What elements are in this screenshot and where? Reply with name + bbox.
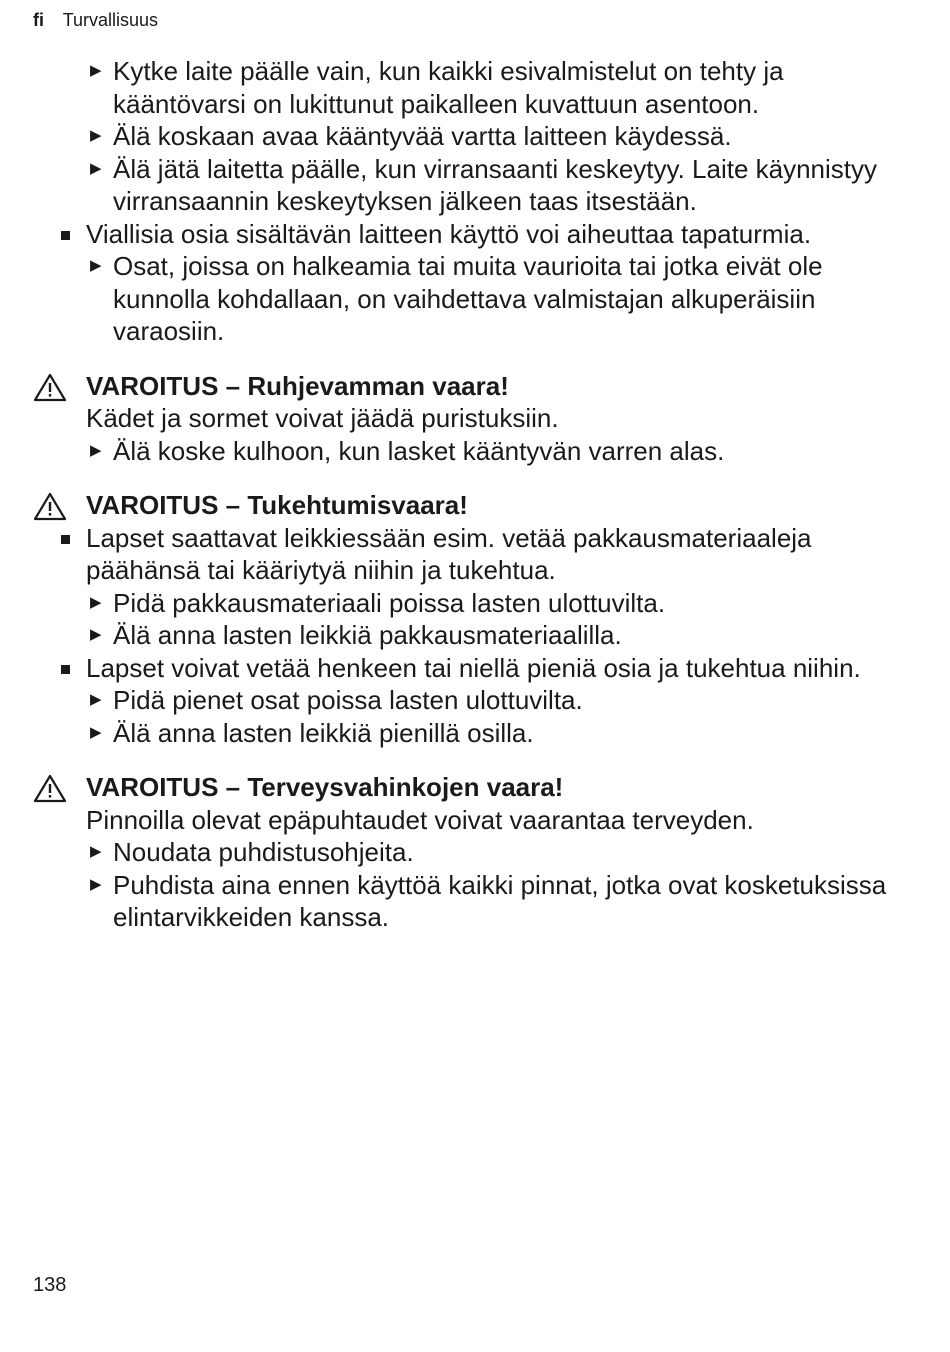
language-code: fi <box>33 10 44 30</box>
triangle-right-icon: ▶ <box>90 441 102 459</box>
section-title: Turvallisuus <box>62 10 159 30</box>
page-number: 138 <box>33 1274 67 1296</box>
instruction-step: ▶ Pidä pienet osat poissa lasten ulottuvilta. <box>90 685 583 715</box>
instruction-step: ▶ Pidä pakkausmateriaali poissa lasten ulottuvilta. <box>90 587 666 618</box>
triangle-right-icon: ▶ <box>90 843 102 860</box>
warning-heading: VAROITUS – Ruhjevamman vaara! <box>33 370 913 403</box>
instruction-step: ▶ Älä koske kulhoon, kun lasket kääntyvän varren alas. <box>90 435 725 466</box>
warning-triangle-icon <box>33 492 67 521</box>
warning-text: Pinnoilla olevat epäpuhtaudet voivat vaarantaa terveyden. <box>86 804 754 835</box>
warning-triangle-icon <box>33 774 67 803</box>
triangle-right-icon: ▶ <box>90 62 102 79</box>
page-header <box>33 10 158 31</box>
instruction-step: ▶ Älä jätä laitetta päälle, kun virransaanti keskeytyy. Laite käynnistyy virransaannin keskeytyksen jälkeen taas itsestään. <box>90 153 878 216</box>
hazard-item: Lapset saattavat leikkiessään esim. vetää pakkausmateriaaleja päähänsä tai kääriytyä niihin ja tukehtua. <box>33 522 913 587</box>
triangle-right-icon: ▶ <box>90 723 102 741</box>
page-content <box>33 55 913 934</box>
triangle-right-icon: ▶ <box>90 257 102 274</box>
instruction-step: ▶ Älä anna lasten leikkiä pienillä osilla. <box>90 717 534 748</box>
instruction-step: ▶ Osat, joissa on halkeamia tai muita vaurioita tai jotka eivät ole kunnolla kohdallaan, on vaihdettava valmistajan alkuperäisiin varaosiin. <box>90 251 823 346</box>
triangle-right-icon: ▶ <box>90 875 102 893</box>
instruction-step: ▶ Puhdista aina ennen käyttöä kaikki pinnat, jotka ovat kosketuksissa elintarvikkeiden kanssa. <box>90 869 887 932</box>
square-bullet-icon <box>61 665 70 674</box>
hazard-item: Viallisia osia sisältävän laitteen käyttö voi aiheuttaa tapaturmia. <box>33 218 913 251</box>
triangle-right-icon: ▶ <box>90 593 102 611</box>
instruction-step: ▶ Noudata puhdistusohjeita. <box>90 837 414 867</box>
square-bullet-icon <box>61 231 70 240</box>
warning-triangle-icon <box>33 373 67 402</box>
instruction-step: ▶ Älä koskaan avaa kääntyvää vartta laitteen käydessä. <box>90 121 732 151</box>
triangle-right-icon: ▶ <box>90 691 102 708</box>
warning-text: Kädet ja sormet voivat jäädä puristuksiin. <box>86 403 559 433</box>
triangle-right-icon: ▶ <box>90 626 102 643</box>
triangle-right-icon: ▶ <box>90 127 102 144</box>
triangle-right-icon: ▶ <box>90 159 102 177</box>
square-bullet-icon <box>61 535 70 544</box>
hazard-item: Lapset voivat vetää henkeen tai niellä pieniä osia ja tukehtua niihin. <box>33 652 913 685</box>
instruction-step: ▶ Kytke laite päälle vain, kun kaikki esivalmistelut on tehty ja kääntövarsi on lukittunut paikalleen kuvattuun asentoon. <box>90 56 784 119</box>
instruction-step: ▶ Älä anna lasten leikkiä pakkausmateriaalilla. <box>90 620 622 650</box>
warning-heading: VAROITUS – Tukehtumisvaara! <box>33 489 913 522</box>
warning-heading: VAROITUS – Terveysvahinkojen vaara! <box>33 771 913 804</box>
